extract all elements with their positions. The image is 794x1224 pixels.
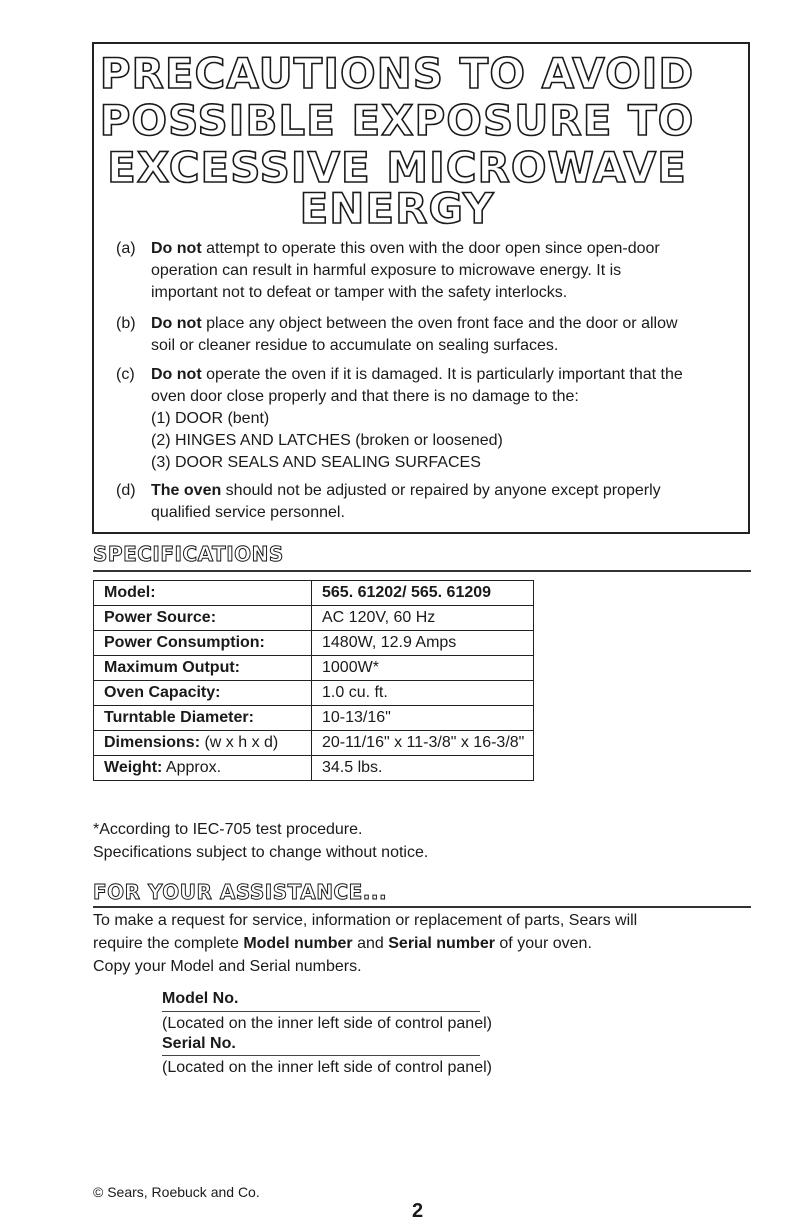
serial-no-blank[interactable] xyxy=(162,1055,480,1056)
warning-title-line-2: POSSIBLE EXPOSURE TO xyxy=(99,96,695,145)
table-row: Turntable Diameter: 10-13/16" xyxy=(94,706,534,731)
model-no-note: (Located on the inner left side of control panel) xyxy=(162,1015,492,1032)
assistance-line-3: Copy your Model and Serial numbers. xyxy=(93,958,362,975)
copyright: © Sears, Roebuck and Co. xyxy=(93,1184,260,1200)
precaution-d: (d) The oven should not be adjusted or repaired by anyone except properly qualified service personnel. xyxy=(116,482,661,521)
specifications-rule xyxy=(93,570,751,572)
serial-no-label: Serial No. xyxy=(162,1035,236,1052)
serial-no-note: (Located on the inner left side of control panel) xyxy=(162,1059,492,1076)
warning-title-line-1: PRECAUTIONS TO AVOID xyxy=(99,49,695,98)
precaution-c: (c) Do not operate the oven if it is damaged. It is particularly important that the oven door close properly and that there is no damage to the: (1) DOOR (bent) (2) HINGES AND LATCHES (broken or loosened) (3) DOOR SEALS AND SEALING SURFACES xyxy=(116,366,683,471)
specifications-heading: SPECIFICATIONS xyxy=(93,542,284,566)
spec-footnote: *According to IEC-705 test procedure. xyxy=(93,821,363,838)
warning-title-line-3: EXCESSIVE MICROWAVE xyxy=(107,143,687,192)
table-row: Model: 565. 61202/ 565. 61209 xyxy=(94,581,534,606)
table-row: Maximum Output: 1000W* xyxy=(94,656,534,681)
precaution-b: (b) Do not place any object between the oven front face and the door or allow soil or cleaner residue to accumulate on sealing surfaces. xyxy=(116,315,678,354)
model-no-blank[interactable] xyxy=(162,1011,480,1012)
warning-title-line-4: ENERGY xyxy=(299,184,495,233)
table-row: Weight: Approx. 34.5 lbs. xyxy=(94,756,534,781)
assistance-line-2: require the complete Model number and Serial number of your oven. xyxy=(93,935,592,952)
table-row: Dimensions: (w x h x d) 20-11/16" x 11-3/8" x 16-3/8" xyxy=(94,731,534,756)
model-no-label: Model No. xyxy=(162,990,239,1007)
specifications-table xyxy=(93,580,534,781)
table-row: Oven Capacity: 1.0 cu. ft. xyxy=(94,681,534,706)
spec-notice: Specifications subject to change without notice. xyxy=(93,844,429,861)
page-number: 2 xyxy=(412,1200,424,1222)
table-row: Power Source: AC 120V, 60 Hz xyxy=(94,606,534,631)
assistance-heading: FOR YOUR ASSISTANCE... xyxy=(93,880,388,904)
assistance-rule xyxy=(93,906,751,908)
precaution-a: (a) Do not attempt to operate this oven with the door open since open-door operation can result in harmful exposure to microwave energy. It is important not to defeat or tamper with the safety interlocks. xyxy=(116,240,660,301)
assistance-line-1: To make a request for service, information or replacement of parts, Sears will xyxy=(93,912,638,929)
table-row: Power Consumption: 1480W, 12.9 Amps xyxy=(94,631,534,656)
